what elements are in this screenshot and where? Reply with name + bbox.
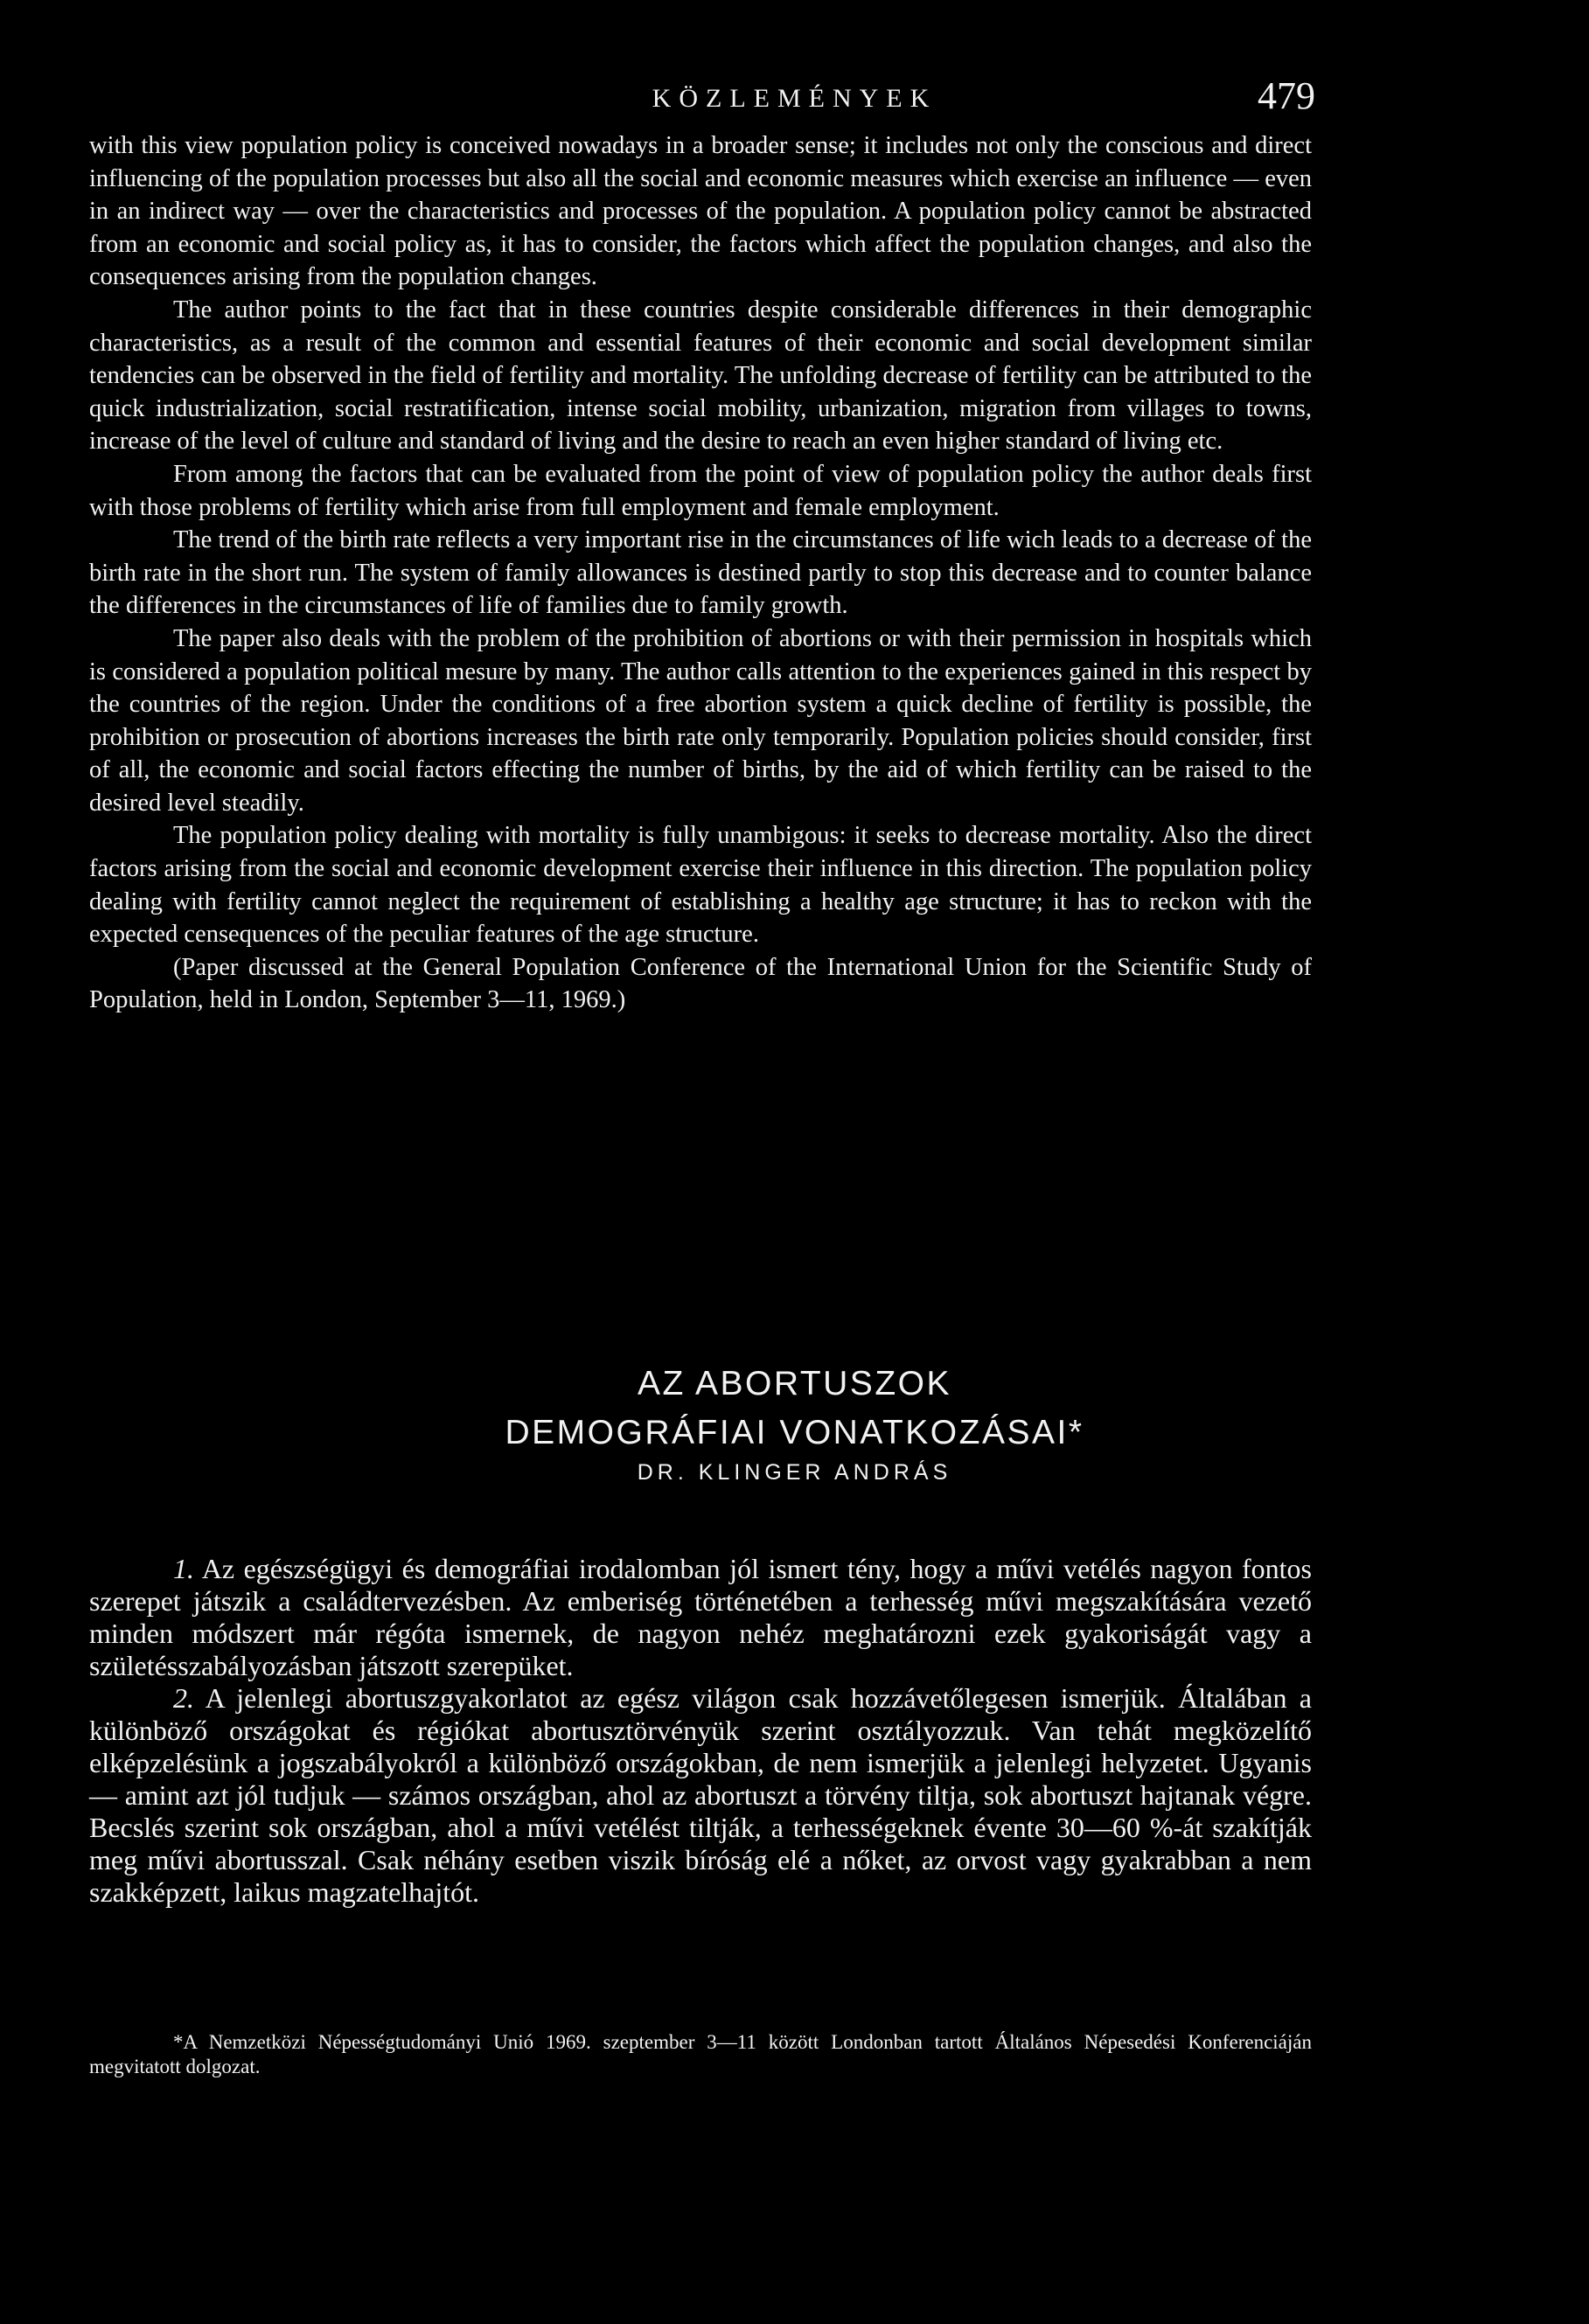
paragraph-text: Az egészségügyi és demográfiai irodalomban jól ismert tény, hogy a művi vetélés nagyon fontos szerepet játszik a családtervezésben. Az emberiség történetében a terhesség művi megszakítására vezető minden módszert már régóta ismernek, de nagyon nehéz meghatározni ezek gyakoriságát vagy a születésszabályozásban játszott szerepüket. [89, 1553, 1313, 1681]
paragraph-text: A jelenlegi abortuszgyakorlatot az egész világon csak hozzávetőlegesen ismerjük. Általában a különböző országokat és régiókat abortusztörvényük szerint osztályozzuk. Van tehát megközelítő elképzelésünk a jogszabályokról a különböző országokban, de nem ismerjük a jelenlegi helyzetet. Ugyanis — amint azt jól tudjuk — számos országban, ahol az abortuszt a törvény tiltja, sok abortuszt hajtanak végre. Becslés szerint sok országban, ahol a művi vetélést tiltják, a terhességeknek évente 30—60 %-át szakítják meg művi abortusszal. Csak néhány esetben viszik bíróság elé a nőket, az orvost vagy gyakrabban a nem szakképzett, laikus magzatelhajtót. [89, 1682, 1313, 1908]
article-title-line: AZ ABORTUSZOK [637, 1365, 951, 1402]
summary-paragraph: The author points to the fact that in these countries despite considerable differences in their demographic characteristics, as a result of the common and essential features of their economic and social development similar tendencies can be observed in the field of fertility and mortality. The unfolding decrease of fertility can be attributed to the quick industrialization, social restratification, intense social mobility, urbanization, migration from villages to towns, increase of the level of culture and standard of living and the desire to reach an even higher standard of living etc. [89, 296, 1312, 456]
summary-paragraph: with this view population policy is conceived nowadays in a broader sense; it includes not only the conscious and direct influencing of the population processes but also all the social and economic measures which exercise an influence — even in an indirect way — over the characteristics and processes of the population. A population policy cannot be abstracted from an economic and social policy as, it has to consider, the factors which affect the population changes, and also the consequences arising from the population changes. [89, 132, 1312, 291]
article-title-line: DEMOGRÁFIAI VONATKOZÁSAI* [505, 1414, 1084, 1451]
running-head: KÖZLEMÉNYEK [652, 84, 937, 113]
footnote-text: *A Nemzetközi Népességtudományi Unió 1969. szeptember 3—11 között Londonban tartott Általános Népesedési Konferenciáján megvitatott dolgozat. [89, 2031, 1312, 2077]
article-paragraph [89, 1682, 1312, 1909]
summary-paragraph: From among the factors that can be evaluated from the point of view of population policy the author deals first with those problems of fertility which arise from full employment and female employment. [89, 460, 1312, 521]
article-author: DR. KLINGER ANDRÁS [637, 1460, 952, 1485]
paragraph-number: 1. [173, 1553, 194, 1584]
article-title [0, 1360, 1589, 1458]
english-summary [89, 129, 1312, 1017]
summary-paragraph: The population policy dealing with mortality is fully unambigous: it seeks to decrease mortality. Also the direct factors arising from the social and economic development exercise their influence in this direction. The population policy dealing with fertility cannot neglect the requirement of establishing a healthy age structure; it has to reckon with the expected censequences of the peculiar features of the age structure. [89, 822, 1312, 949]
article-paragraph [89, 1553, 1312, 1682]
summary-paragraph: The paper also deals with the problem of the prohibition of abortions or with their permission in hospitals which is considered a population political mesure by many. The author calls attention to the experiences gained in this respect by the countries of the region. Under the conditions of a free abortion system a quick decline of fertility is possible, the prohibition or prosecution of abortions increases the birth rate only temporarily. Population policies should consider, first of all, the economic and social factors effecting the number of births, by the aid of which fertility can be raised to the desired level steadily. [89, 624, 1312, 817]
page-number: 479 [1258, 74, 1315, 117]
summary-paragraph: (Paper discussed at the General Population Conference of the International Union for the Scientific Study of Population, held in London, September 3—11, 1969.) [89, 953, 1312, 1014]
article-body [89, 1553, 1312, 1909]
paragraph-number: 2. [173, 1682, 194, 1714]
footnote [89, 2030, 1312, 2079]
summary-paragraph: The trend of the birth rate reflects a very important rise in the circumstances of life wich leads to a decrease of the birth rate in the short run. The system of family allowances is destined partly to stop this decrease and to counter balance the differences in the circumstances of life of families due to family growth. [89, 526, 1312, 620]
